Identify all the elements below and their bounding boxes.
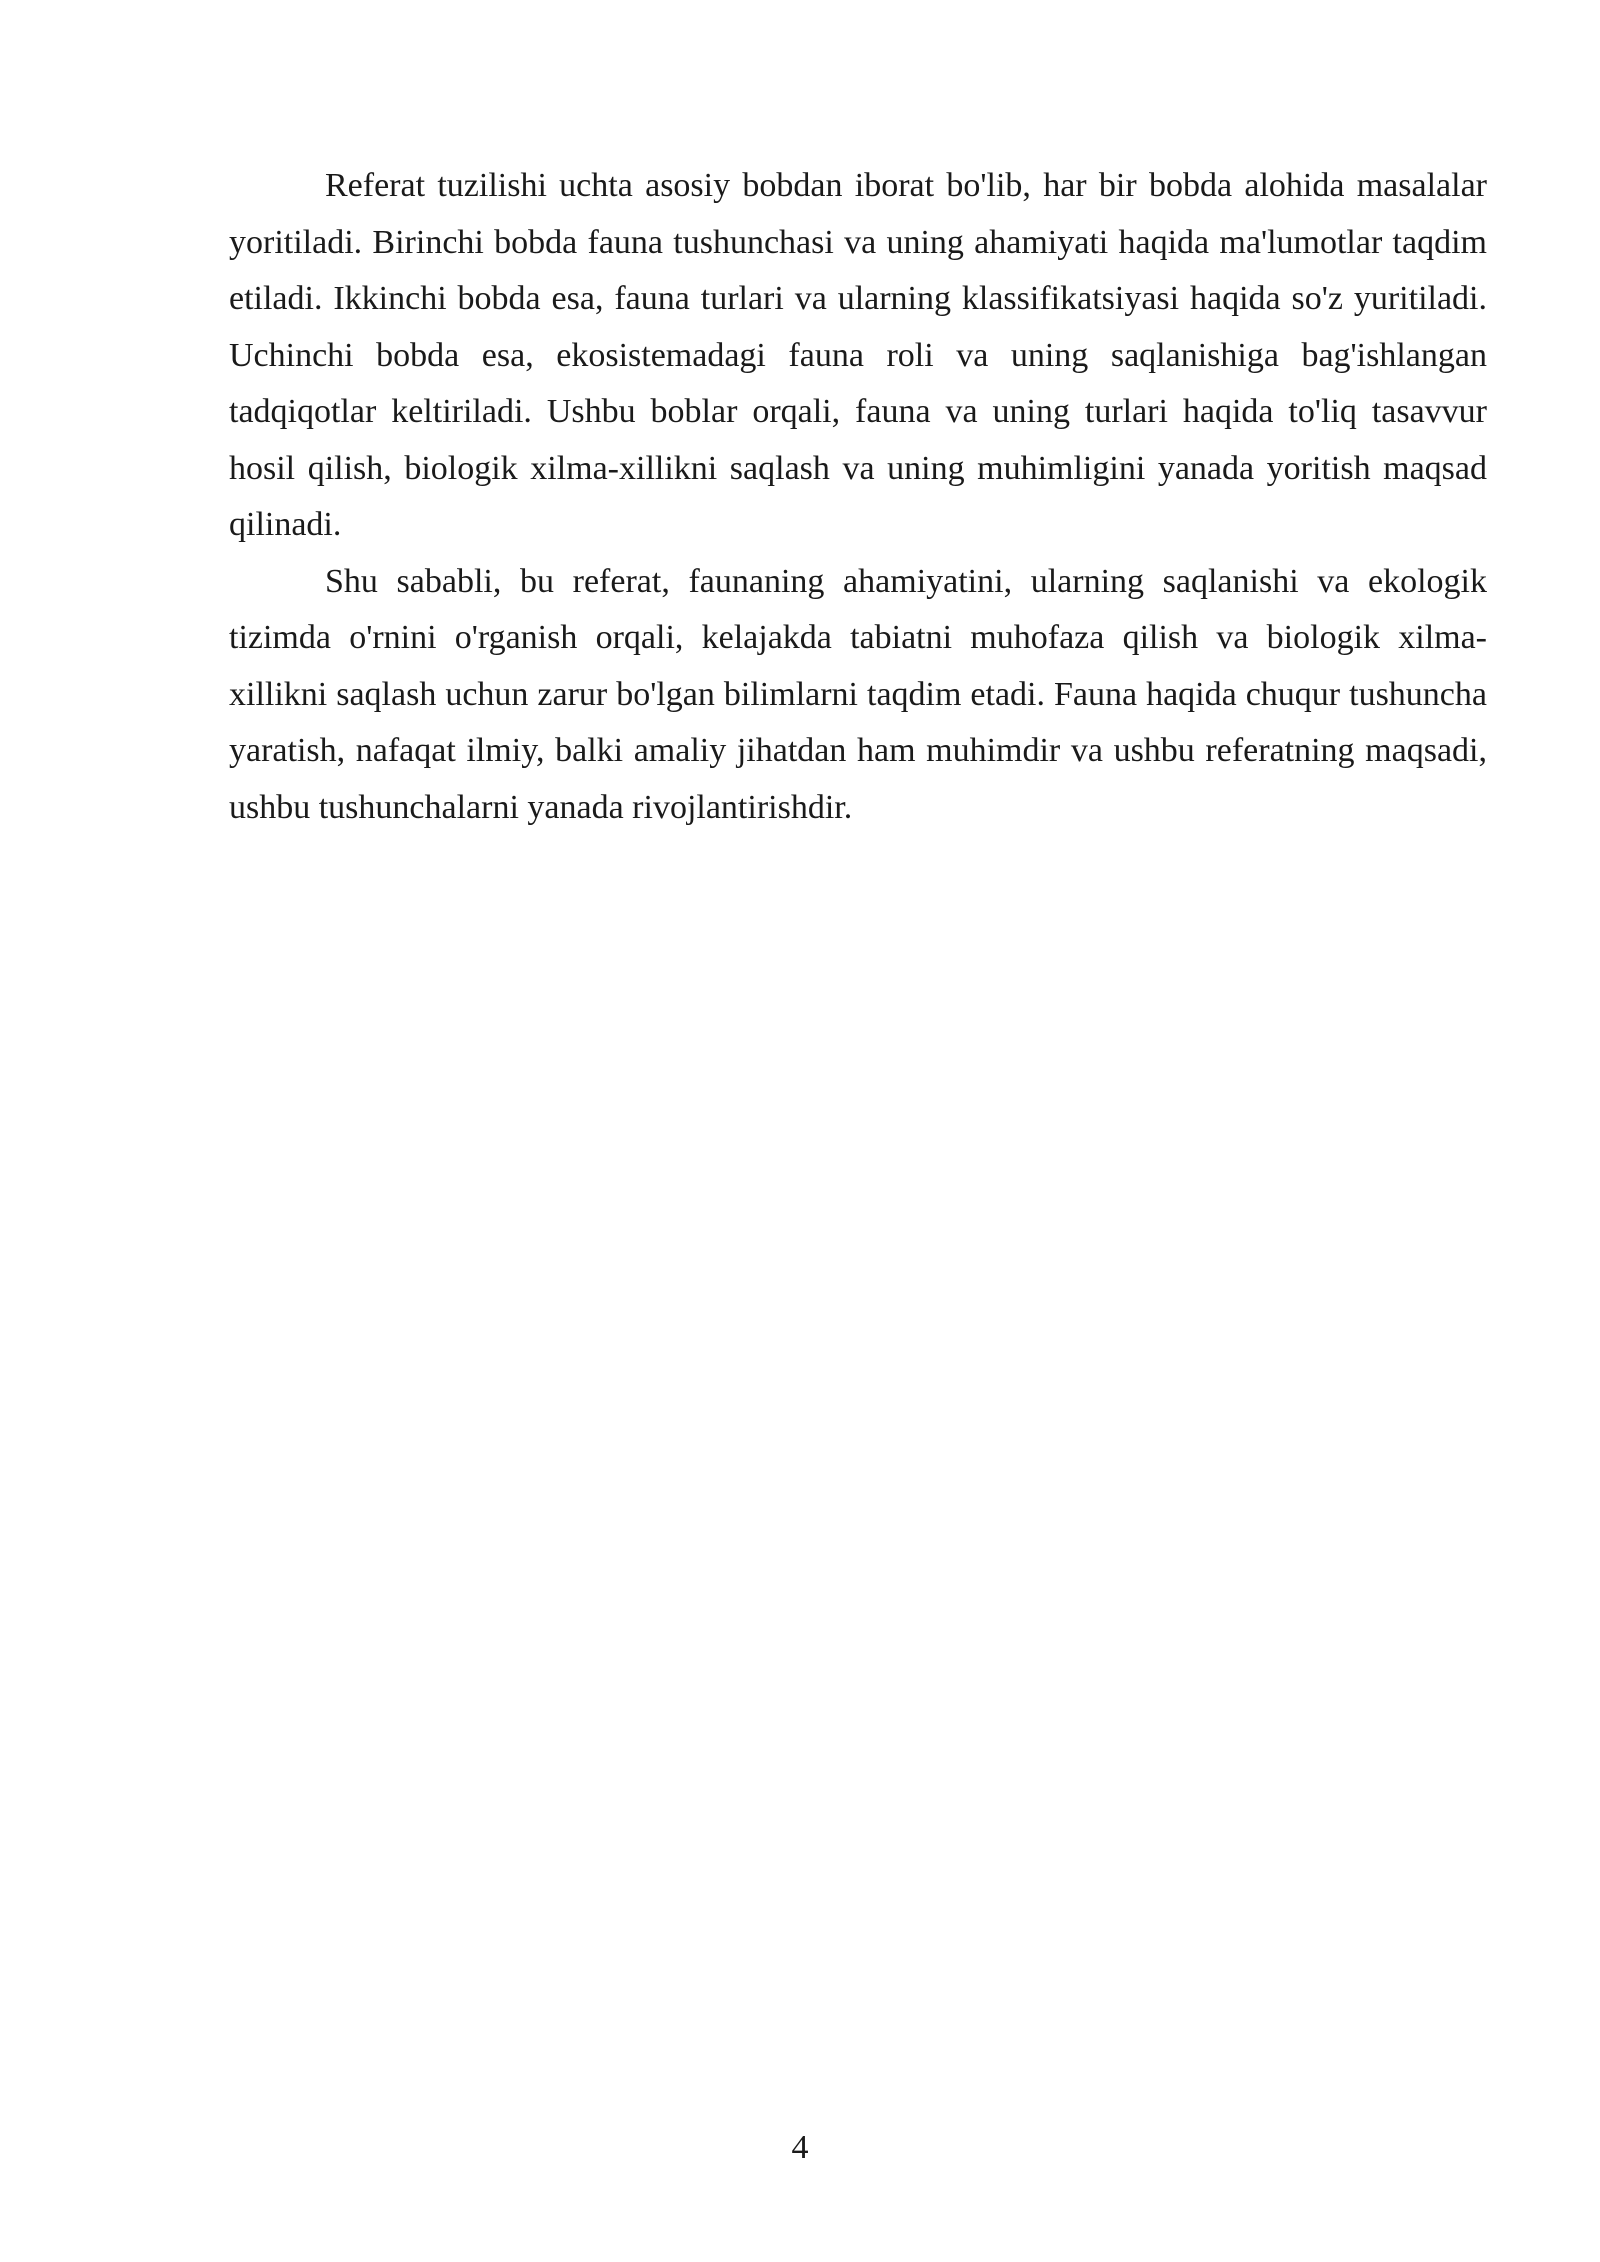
paragraph-purpose: Shu sababli, bu referat, faunaning ahamiyatini, ularning saqlanishi va ekologik tizimda o'rnini o'rganish orqali, kelajakda tabiatni muhofaza qilish va biologik xilma-xillikni saqlash uchun zarur bo'lgan bilimlarni taqdim etadi. Fauna haqida chuqur tushuncha yaratish, nafaqat ilmiy, balki amaliy jihatdan ham muhimdir va ushbu referatning maqsadi, ushbu tushunchalarni yanada rivojlantirishdir. bbox=[229, 562, 1487, 826]
page-number: 4 bbox=[791, 2129, 809, 2166]
document-body bbox=[229, 158, 1487, 836]
paragraph-structure: Referat tuzilishi uchta asosiy bobdan iborat bo'lib, har bir bobda alohida masalalar yoritiladi. Birinchi bobda fauna tushunchasi va uning ahamiyati haqida ma'lumotlar taqdim etiladi. Ikkinchi bobda esa, fauna turlari va ularning klassifikatsiyasi haqida so'z yuritiladi. Uchinchi bobda esa, ekosistemadagi fauna roli va uning saqlanishiga bag'ishlangan tadqiqotlar keltiriladi. Ushbu boblar orqali, fauna va uning turlari haqida to'liq tasavvur hosil qilish, biologik xilma-xillikni saqlash va uning muhimligini yanada yoritish maqsad qilinadi. bbox=[229, 167, 1487, 543]
